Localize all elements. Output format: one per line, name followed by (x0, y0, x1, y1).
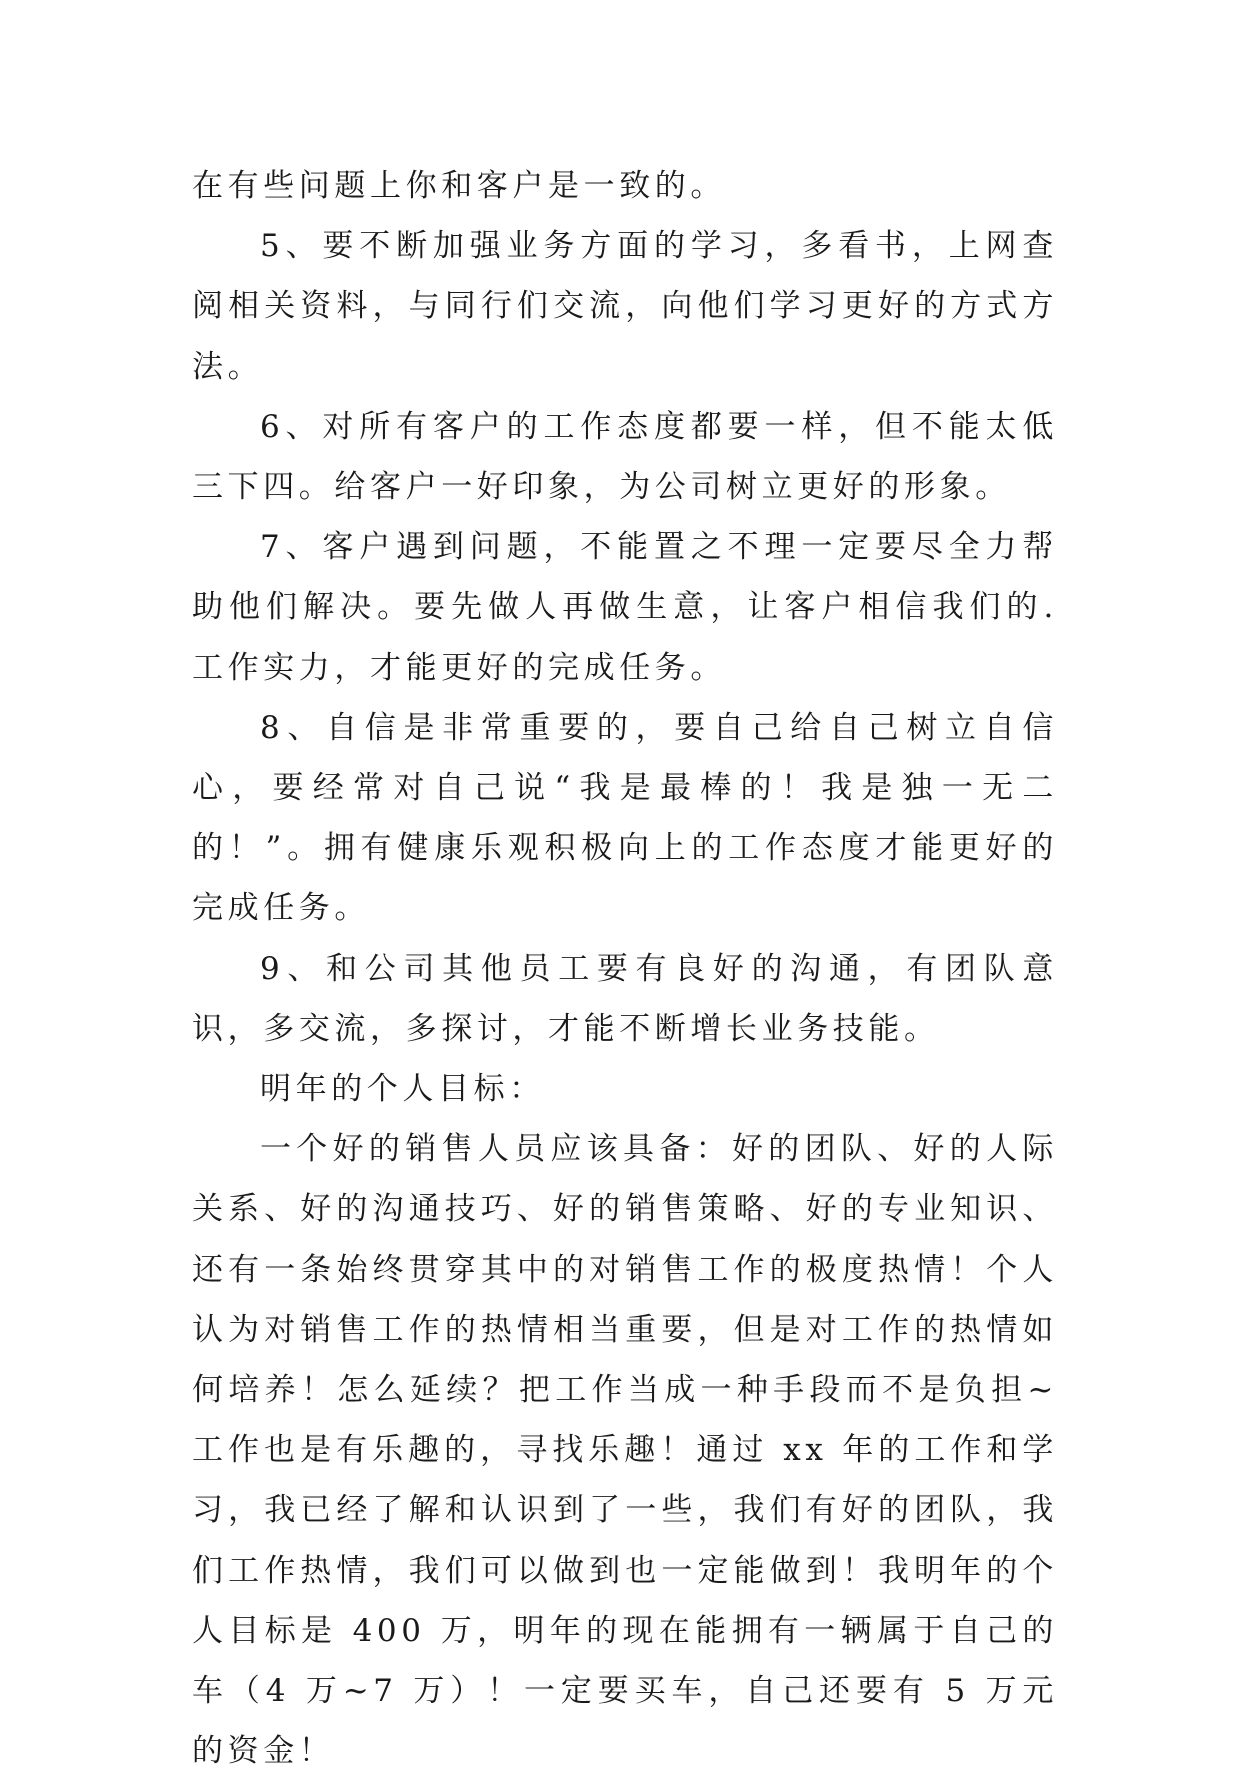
paragraph-goals-body: 一个好的销售人员应该具备：好的团队、好的人际关系、好的沟通技巧、好的销售策略、好的专业知识、还有一条始终贯穿其中的对销售工作的极度热情！个人认为对销售工作的热情相当重要，但是对工作的热情如何培养！怎么延续？把工作当成一种手段而不是负担~工作也是有乐趣的，寻找乐趣！通过 xx 年的工作和学习，我已经了解和认识到了一些，我们有好的团队，我们工作热情，我们可以做到也一定能做到！我明年的个人目标是 400 万，明年的现在能拥有一辆属于自己的车（4 万~7 万）！一定要买车，自己还要有 5 万元的资金！ (192, 1131, 1058, 1770)
paragraph-item-9: 9、和公司其他员工要有良好的沟通，有团队意识，多交流，多探讨，才能不断增长业务技能。 (192, 950, 1058, 1047)
paragraph-item-5: 5、要不断加强业务方面的学习，多看书，上网查阅相关资料，与同行们交流，向他们学习更好的方式方法。 (192, 228, 1058, 385)
paragraph-item-7: 7、客户遇到问题，不能置之不理一定要尽全力帮助他们解决。要先做人再做生意，让客户相信我们的.工作实力，才能更好的完成任务。 (192, 529, 1058, 686)
paragraph-continuation: 在有些问题上你和客户是一致的。 (192, 168, 726, 204)
paragraph-item-8: 8、自信是非常重要的，要自己给自己树立自信心，要经常对自己说“我是最棒的！我是独一无二的！”。拥有健康乐观积极向上的工作态度才能更好的完成任务。 (192, 709, 1058, 927)
document-body (192, 156, 1058, 1781)
section-heading-goals: 明年的个人目标： (260, 1071, 545, 1108)
paragraph-item-6: 6、对所有客户的工作态度都要一样，但不能太低三下四。给客户一好印象，为公司树立更好的形象。 (192, 408, 1058, 506)
